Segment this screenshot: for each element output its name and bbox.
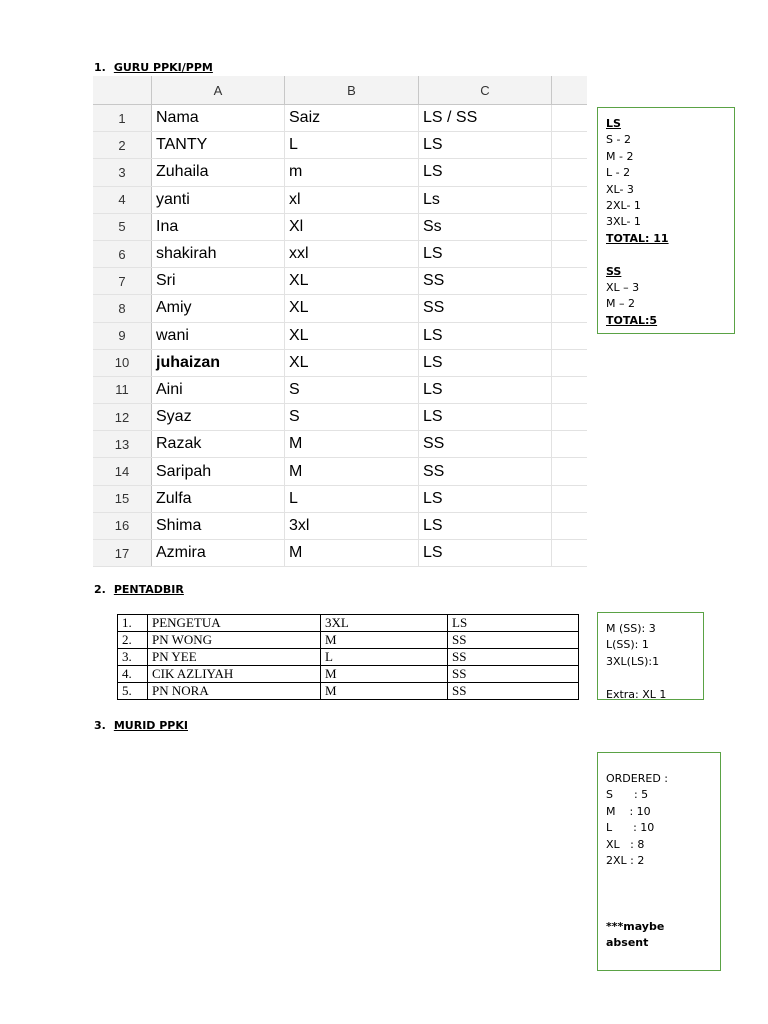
- cell-size: L: [285, 132, 419, 158]
- cell-size: M: [285, 431, 419, 457]
- row-number: 3: [93, 159, 152, 185]
- cell-size: xl: [285, 187, 419, 213]
- cell-type: LS: [419, 323, 552, 349]
- section-2-heading: [94, 583, 184, 596]
- ls-line: XL- 3: [606, 182, 634, 196]
- cell-size: xxl: [285, 241, 419, 267]
- spreadsheet-row: [93, 214, 587, 241]
- cell-size: 3xl: [285, 513, 419, 539]
- ordered-summary-box: [597, 752, 721, 971]
- ordered-footnote: absent: [606, 936, 649, 950]
- ls-line: 3XL- 1: [606, 215, 641, 229]
- section-3-title: MURID PPKI: [113, 719, 188, 732]
- admin-name: CIK AZLIYAH: [148, 666, 321, 683]
- ordered-line: 2XL : 2: [606, 854, 645, 868]
- cell-size: Xl: [285, 214, 419, 240]
- ls-title: LS: [606, 117, 621, 130]
- spreadsheet: [93, 76, 587, 562]
- cell-size: M: [285, 540, 419, 566]
- cell-name: Nama: [152, 105, 285, 131]
- row-number: 8: [93, 295, 152, 321]
- cell-name: Syaz: [152, 404, 285, 430]
- spacer: [606, 247, 726, 263]
- spreadsheet-row: [93, 350, 587, 377]
- cell-size: S: [285, 404, 419, 430]
- section-1-heading: [94, 61, 213, 74]
- admin-name: PENGETUA: [148, 615, 321, 632]
- spreadsheet-header: [93, 76, 587, 105]
- ss-line: XL – 3: [606, 281, 640, 295]
- spreadsheet-row: [93, 187, 587, 214]
- cell-type: SS: [419, 295, 552, 321]
- admin-type: LS: [448, 615, 579, 632]
- cell-name: Shima: [152, 513, 285, 539]
- row-number: 1: [93, 105, 152, 131]
- admin-row: [118, 666, 579, 683]
- spreadsheet-row: [93, 295, 587, 322]
- spreadsheet-row: [93, 377, 587, 404]
- row-number: 2: [93, 132, 152, 158]
- ls-ss-summary-box: [597, 107, 735, 334]
- ss-title: SS: [606, 264, 622, 278]
- admin-row: [118, 649, 579, 666]
- ordered-title: ORDERED :: [606, 772, 668, 785]
- ss-line: M – 2: [606, 297, 635, 311]
- admin-row: [118, 683, 579, 700]
- cell-empty: [552, 187, 587, 213]
- spreadsheet-row: [93, 159, 587, 186]
- row-number: 16: [93, 513, 152, 539]
- cell-name: Sri: [152, 268, 285, 294]
- cell-type: LS: [419, 404, 552, 430]
- admin-size: L: [321, 649, 448, 666]
- cell-name: Saripah: [152, 458, 285, 484]
- cell-type: LS: [419, 159, 552, 185]
- admin-size: M: [321, 666, 448, 683]
- ordered-line: L : 10: [606, 821, 655, 835]
- row-number: 14: [93, 458, 152, 484]
- admin-number: 1.: [118, 615, 148, 632]
- spreadsheet-row: [93, 540, 587, 567]
- admin-number: 2.: [118, 632, 148, 649]
- row-number: 13: [93, 431, 152, 457]
- cell-name: Ina: [152, 214, 285, 240]
- cell-type: Ss: [419, 214, 552, 240]
- cell-empty: [552, 159, 587, 185]
- spreadsheet-row: [93, 513, 587, 540]
- cell-empty: [552, 377, 587, 403]
- spreadsheet-row: [93, 486, 587, 513]
- admin-type: SS: [448, 649, 579, 666]
- cell-empty: [552, 350, 587, 376]
- cell-empty: [552, 132, 587, 158]
- spreadsheet-row: [93, 132, 587, 159]
- spacer: [606, 902, 712, 918]
- ls-line: 2XL- 1: [606, 199, 641, 213]
- ordered-footnote: ***maybe: [606, 919, 665, 933]
- cell-name: Amiy: [152, 295, 285, 321]
- admin-type: SS: [448, 683, 579, 700]
- spreadsheet-row: [93, 268, 587, 295]
- admin-size: M: [321, 683, 448, 700]
- spreadsheet-row: [93, 105, 587, 132]
- ordered-line: XL : 8: [606, 837, 645, 851]
- cell-name: Razak: [152, 431, 285, 457]
- cell-name: Azmira: [152, 540, 285, 566]
- admin-type: SS: [448, 632, 579, 649]
- ordered-line: M : 10: [606, 804, 651, 818]
- cell-name: Zuhaila: [152, 159, 285, 185]
- row-number: 5: [93, 214, 152, 240]
- cell-size: XL: [285, 323, 419, 349]
- cell-empty: [552, 105, 587, 131]
- cell-name: wani: [152, 323, 285, 349]
- row-number: 11: [93, 377, 152, 403]
- row-number: 10: [93, 350, 152, 376]
- cell-type: LS: [419, 377, 552, 403]
- spreadsheet-row: [93, 458, 587, 485]
- spreadsheet-row: [93, 431, 587, 458]
- cell-empty: [552, 486, 587, 512]
- admin-number: 3.: [118, 649, 148, 666]
- admin-name: PN NORA: [148, 683, 321, 700]
- section-1-title: GURU PPKI/PPM: [113, 61, 213, 74]
- spacer: [606, 886, 712, 902]
- cell-type: LS: [419, 486, 552, 512]
- cell-type: LS / SS: [419, 105, 552, 131]
- cell-size: Saiz: [285, 105, 419, 131]
- cell-empty: [552, 458, 587, 484]
- admin-summary-box: [597, 612, 704, 700]
- cell-size: XL: [285, 350, 419, 376]
- cell-empty: [552, 431, 587, 457]
- cell-size: S: [285, 377, 419, 403]
- cell-type: LS: [419, 241, 552, 267]
- ls-line: M - 2: [606, 149, 634, 163]
- row-number: 17: [93, 540, 152, 566]
- admin-name: PN YEE: [148, 649, 321, 666]
- admin-row: [118, 632, 579, 649]
- admin-extra: Extra: XL 1: [606, 687, 667, 701]
- cell-name: yanti: [152, 187, 285, 213]
- ls-line: L - 2: [606, 166, 631, 180]
- cell-name: TANTY: [152, 132, 285, 158]
- ls-total: TOTAL: 11: [606, 231, 669, 245]
- cell-size: L: [285, 486, 419, 512]
- ss-total: TOTAL:5: [606, 313, 658, 327]
- cell-size: XL: [285, 268, 419, 294]
- row-number: 4: [93, 187, 152, 213]
- cell-name: Aini: [152, 377, 285, 403]
- ls-line: S - 2: [606, 133, 631, 147]
- cell-size: m: [285, 159, 419, 185]
- cell-type: LS: [419, 513, 552, 539]
- cell-empty: [552, 268, 587, 294]
- column-header-b: B: [285, 76, 419, 104]
- admin-row: [118, 615, 579, 632]
- corner-cell: [93, 76, 152, 104]
- admin-number: 5.: [118, 683, 148, 700]
- column-header-c: C: [419, 76, 552, 104]
- admin-summary-line: M (SS): 3: [606, 622, 656, 635]
- spacer: [606, 670, 695, 686]
- spreadsheet-body: [93, 105, 587, 567]
- column-header-a: A: [152, 76, 285, 104]
- cell-name: juhaizan: [152, 350, 285, 376]
- cell-name: Zulfa: [152, 486, 285, 512]
- section-3-heading: [94, 719, 188, 732]
- section-2-number: 2.: [94, 583, 106, 596]
- section-3-number: 3.: [94, 719, 106, 732]
- admin-size: 3XL: [321, 615, 448, 632]
- spreadsheet-row: [93, 404, 587, 431]
- row-number: 9: [93, 323, 152, 349]
- cell-empty: [552, 513, 587, 539]
- cell-type: Ls: [419, 187, 552, 213]
- admin-summary-line: L(SS): 1: [606, 638, 649, 652]
- cell-empty: [552, 295, 587, 321]
- admin-number: 4.: [118, 666, 148, 683]
- cell-empty: [552, 540, 587, 566]
- cell-type: LS: [419, 132, 552, 158]
- cell-size: M: [285, 458, 419, 484]
- cell-type: SS: [419, 268, 552, 294]
- cell-type: SS: [419, 458, 552, 484]
- cell-empty: [552, 404, 587, 430]
- admin-name: PN WONG: [148, 632, 321, 649]
- cell-empty: [552, 241, 587, 267]
- cell-size: XL: [285, 295, 419, 321]
- cell-empty: [552, 214, 587, 240]
- row-number: 15: [93, 486, 152, 512]
- admin-type: SS: [448, 666, 579, 683]
- spreadsheet-row: [93, 323, 587, 350]
- spreadsheet-row: [93, 241, 587, 268]
- spacer: [606, 869, 712, 885]
- admin-table: [117, 614, 579, 700]
- admin-summary-line: 3XL(LS):1: [606, 654, 660, 668]
- cell-empty: [552, 323, 587, 349]
- admin-size: M: [321, 632, 448, 649]
- row-number: 7: [93, 268, 152, 294]
- row-number: 12: [93, 404, 152, 430]
- row-number: 6: [93, 241, 152, 267]
- cell-type: LS: [419, 350, 552, 376]
- ordered-line: S : 5: [606, 788, 649, 802]
- cell-type: SS: [419, 431, 552, 457]
- cell-type: LS: [419, 540, 552, 566]
- column-header-empty: [552, 76, 587, 104]
- section-2-title: PENTADBIR: [113, 583, 184, 596]
- section-1-number: 1.: [94, 61, 106, 74]
- cell-name: shakirah: [152, 241, 285, 267]
